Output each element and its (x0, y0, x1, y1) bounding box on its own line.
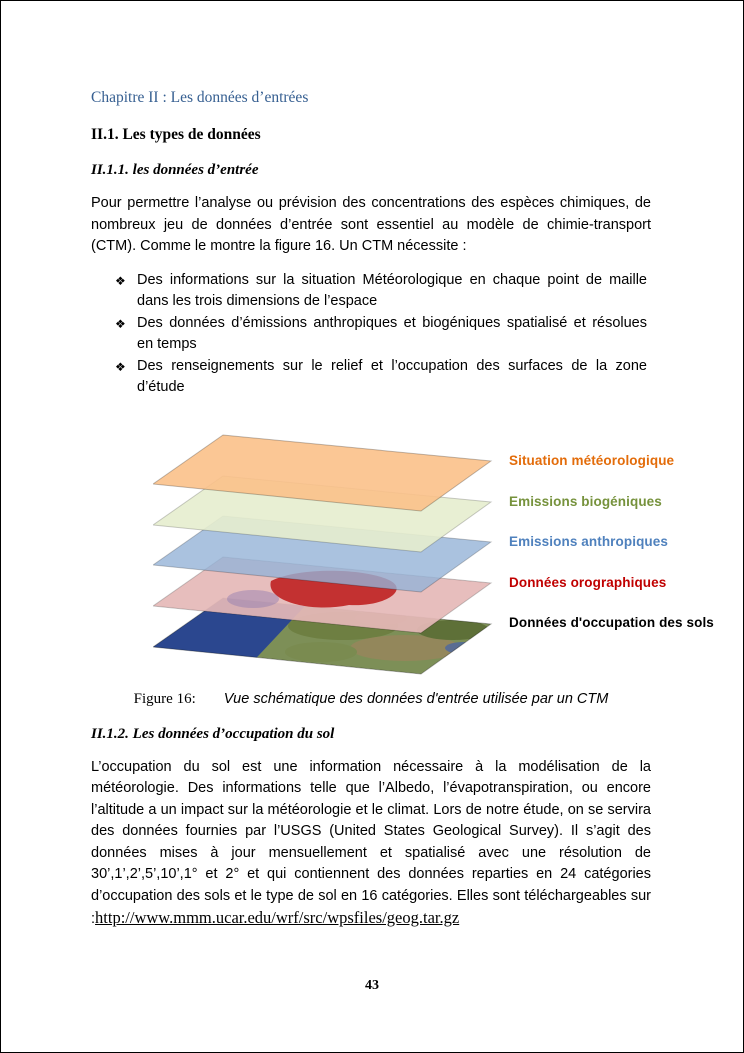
bullet-list (115, 270, 651, 399)
paragraph-occupation (91, 757, 651, 931)
label-situation-meteorologique: Situation météorologique (509, 452, 675, 468)
label-donnees-orographiques: Données orographiques (509, 574, 667, 590)
label-emissions-biogeniques: Emissions biogéniques (509, 493, 662, 509)
subsection-heading-1: II.1.1. les données d’entrée (91, 162, 259, 178)
paragraph-occupation-text: L’occupation du sol est une information nécessaire à la modélisation de la météorologie. Des informations telle que l’Albedo, l’évapotranspiration, ou encore l’altitude a un impact sur la météorologie et le climat. Lors de notre étude, on se servira des données fournies par l’USGS (United States Geological Survey). Il s’agit des données mises à jour mensuellement et spatialisé avec une résolution de 30’,1’,2’,5’,10’,1° et 2° et qui contiennent des données reparties en 24 catégories d’occupation des sols et le type de sol en 16 catégories. Elles sont téléchargeables sur : (91, 758, 651, 927)
figure-caption-text: Vue schématique des données d'entrée utilisée par un CTM (223, 690, 609, 707)
bullet-diamond-icon: ❖ (115, 316, 126, 331)
section-heading: II.1. Les types de données (91, 126, 261, 143)
bullet-text: Des données d’émissions anthropiques et biogéniques spatialisé et résolues en temps (137, 314, 647, 352)
chapter-heading: Chapitre II : Les données d’entrées (91, 89, 309, 106)
page-number: 43 (365, 978, 379, 993)
figure-caption (91, 691, 651, 708)
figure-caption-number: Figure 16: (133, 690, 196, 707)
label-emissions-anthropiques: Emissions anthropiques (509, 533, 668, 549)
bullet-text: Des renseignements sur le relief et l’occupation des surfaces de la zone d’étude (137, 357, 647, 395)
page-content (1, 1, 743, 931)
bullet-diamond-icon: ❖ (115, 273, 126, 288)
subsection-heading-2: II.1.2. Les données d’occupation du sol (91, 725, 335, 742)
bullet-text: Des informations sur la situation Météorologique en chaque point de maille dans les trois dimensions de l’espace (137, 271, 647, 309)
ctm-layers-diagram (153, 433, 498, 678)
list-item (115, 270, 651, 313)
figure-16 (91, 433, 714, 683)
paragraph-intro: Pour permettre l’analyse ou prévision des concentrations des espèces chimiques, de nombreux jeu de données d’entrée sont essentiel au modèle de chimie-transport (CTM). Comme le montre la figure 16. Un CTM nécessite : (91, 195, 651, 254)
list-item (115, 313, 651, 356)
list-item (115, 356, 651, 399)
label-donnees-occupation-sols: Données d'occupation des sols (509, 614, 714, 630)
bullet-diamond-icon: ❖ (115, 359, 126, 374)
geog-data-link[interactable]: http://www.mmm.ucar.edu/wrf/src/wpsfiles/geog.tar.gz (95, 908, 460, 927)
